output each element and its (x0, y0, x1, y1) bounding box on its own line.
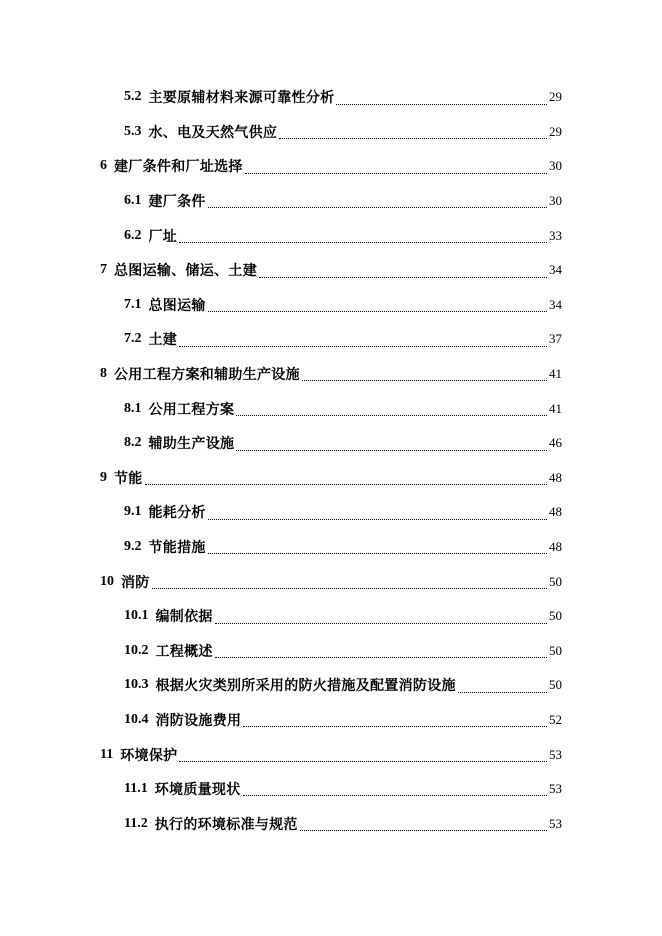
toc-entry-title: 总图运输、储运、土建 (114, 263, 257, 280)
toc-dot-leader (243, 726, 547, 727)
toc-entry-number: 7.2 (124, 331, 142, 347)
toc-entry[interactable] (0, 599, 662, 634)
toc-entry-page-number: 50 (549, 642, 562, 658)
toc-dot-leader (179, 761, 547, 762)
toc-entry-number: 8 (100, 366, 107, 382)
toc-dot-leader (208, 519, 547, 520)
toc-dot-leader (236, 415, 547, 416)
toc-dot-leader (208, 311, 547, 312)
toc-entry-page-number: 33 (549, 227, 562, 243)
toc-entry[interactable] (0, 322, 662, 357)
toc-dot-leader (215, 657, 547, 658)
toc-dot-leader (152, 588, 547, 589)
toc-entry-page-number: 41 (549, 400, 562, 416)
toc-entry-page-number: 53 (549, 815, 562, 831)
toc-entry-page-number: 53 (549, 746, 562, 762)
toc-dot-leader (259, 277, 547, 278)
toc-dot-leader (279, 138, 547, 139)
toc-entry-title: 环境保护 (120, 747, 178, 764)
toc-entry-title: 公用工程方案和辅助生产设施 (114, 367, 300, 384)
toc-entry-title: 执行的环境标准与规范 (154, 816, 298, 833)
toc-entry-number: 8.1 (124, 400, 142, 416)
toc-entry-title: 辅助生产设施 (148, 436, 235, 453)
toc-entry-number: 9.2 (124, 539, 142, 555)
toc-entry-title: 建厂条件 (148, 194, 206, 211)
toc-entry[interactable] (0, 391, 662, 426)
toc-entry[interactable] (0, 426, 662, 461)
toc-dot-leader (215, 623, 547, 624)
toc-dot-leader (208, 553, 547, 554)
toc-dot-leader (458, 692, 547, 693)
toc-entry-page-number: 50 (549, 677, 562, 693)
toc-entry[interactable] (0, 564, 662, 599)
toc-entry-page-number: 48 (549, 504, 562, 520)
toc-entry-number: 6 (100, 158, 107, 174)
toc-entry-title: 主要原辅材料来源可靠性分析 (148, 90, 335, 107)
toc-entry-number: 10.4 (124, 711, 149, 727)
toc-entry-page-number: 34 (549, 296, 562, 312)
toc-entry-title: 厂址 (148, 228, 178, 245)
toc-entry-number: 9.1 (124, 504, 142, 520)
toc-entry-number: 6.1 (124, 193, 142, 209)
toc-entry-number: 5.3 (124, 123, 142, 139)
toc-entry[interactable] (0, 253, 662, 288)
toc-dot-leader (208, 207, 547, 208)
toc-entry[interactable] (0, 149, 662, 184)
toc-entry-title: 总图运输 (148, 297, 206, 314)
toc-entry-number: 11 (100, 746, 114, 762)
toc-entry[interactable] (0, 634, 662, 669)
toc-dot-leader (179, 346, 547, 347)
toc-entry-title: 节能 (114, 470, 143, 487)
toc-dot-leader (300, 830, 547, 831)
toc-entry-number: 5.2 (124, 89, 142, 105)
toc-entry-number: 11.2 (124, 815, 148, 831)
toc-dot-leader (236, 450, 547, 451)
toc-entry-page-number: 41 (549, 366, 562, 382)
toc-entry-title: 环境质量现状 (154, 782, 241, 799)
toc-entry[interactable] (0, 80, 662, 115)
toc-entry-title: 节能措施 (148, 540, 206, 557)
toc-entry[interactable] (0, 530, 662, 565)
toc-entry[interactable] (0, 806, 662, 841)
toc-entry[interactable] (0, 218, 662, 253)
toc-entry-page-number: 46 (549, 435, 562, 451)
toc-entry[interactable] (0, 668, 662, 703)
toc-entry-page-number: 52 (549, 711, 562, 727)
toc-entry-number: 9 (100, 469, 107, 485)
toc-entry[interactable] (0, 288, 662, 323)
toc-entry-title: 公用工程方案 (148, 401, 235, 418)
toc-entry-page-number: 50 (549, 573, 562, 589)
toc-dot-leader (336, 104, 547, 105)
toc-dot-leader (302, 380, 547, 381)
toc-entry[interactable] (0, 737, 662, 772)
toc-entry-number: 10 (100, 573, 114, 589)
toc-entry-page-number: 29 (549, 123, 562, 139)
toc-entry[interactable] (0, 772, 662, 807)
toc-entry-title: 土建 (148, 332, 178, 349)
toc-entry-number: 7.1 (124, 296, 142, 312)
toc-entry-page-number: 34 (549, 262, 562, 278)
toc-entry-page-number: 29 (549, 89, 562, 105)
toc-entry-number: 11.1 (124, 781, 148, 797)
toc-entry-page-number: 48 (549, 469, 562, 485)
toc-dot-leader (145, 484, 547, 485)
toc-entry-page-number: 53 (549, 781, 562, 797)
toc-entry[interactable] (0, 357, 662, 392)
toc-dot-leader (179, 242, 547, 243)
toc-dot-leader (245, 173, 547, 174)
toc-entry-title: 水、电及天然气供应 (148, 124, 278, 141)
toc-entry-number: 6.2 (124, 227, 142, 243)
toc-entry-number: 10.3 (124, 677, 149, 693)
toc-entry-title: 能耗分析 (148, 505, 206, 522)
toc-entry-title: 建厂条件和厂址选择 (114, 159, 243, 176)
toc-entry-page-number: 30 (549, 158, 562, 174)
toc-entry-page-number: 30 (549, 193, 562, 209)
toc-entry-number: 8.2 (124, 435, 142, 451)
toc-entry[interactable] (0, 115, 662, 150)
toc-entry-number: 10.2 (124, 642, 149, 658)
toc-entry-title: 编制依据 (155, 609, 213, 626)
toc-entry-title: 根据火灾类别所采用的防火措施及配置消防设施 (155, 678, 456, 695)
toc-entry-title: 消防 (121, 574, 150, 591)
toc-entry-page-number: 50 (549, 608, 562, 624)
toc-entry-number: 7 (100, 262, 107, 278)
toc-entry-number: 10.1 (124, 608, 149, 624)
toc-entry[interactable] (0, 184, 662, 219)
toc-entry-page-number: 37 (549, 331, 562, 347)
toc-entry-title: 消防设施费用 (155, 712, 242, 729)
toc-entry[interactable] (0, 495, 662, 530)
toc-dot-leader (243, 795, 547, 796)
table-of-contents (0, 80, 662, 841)
toc-entry[interactable] (0, 703, 662, 738)
toc-entry-page-number: 48 (549, 539, 562, 555)
toc-entry-title: 工程概述 (155, 643, 213, 660)
toc-entry[interactable] (0, 461, 662, 496)
